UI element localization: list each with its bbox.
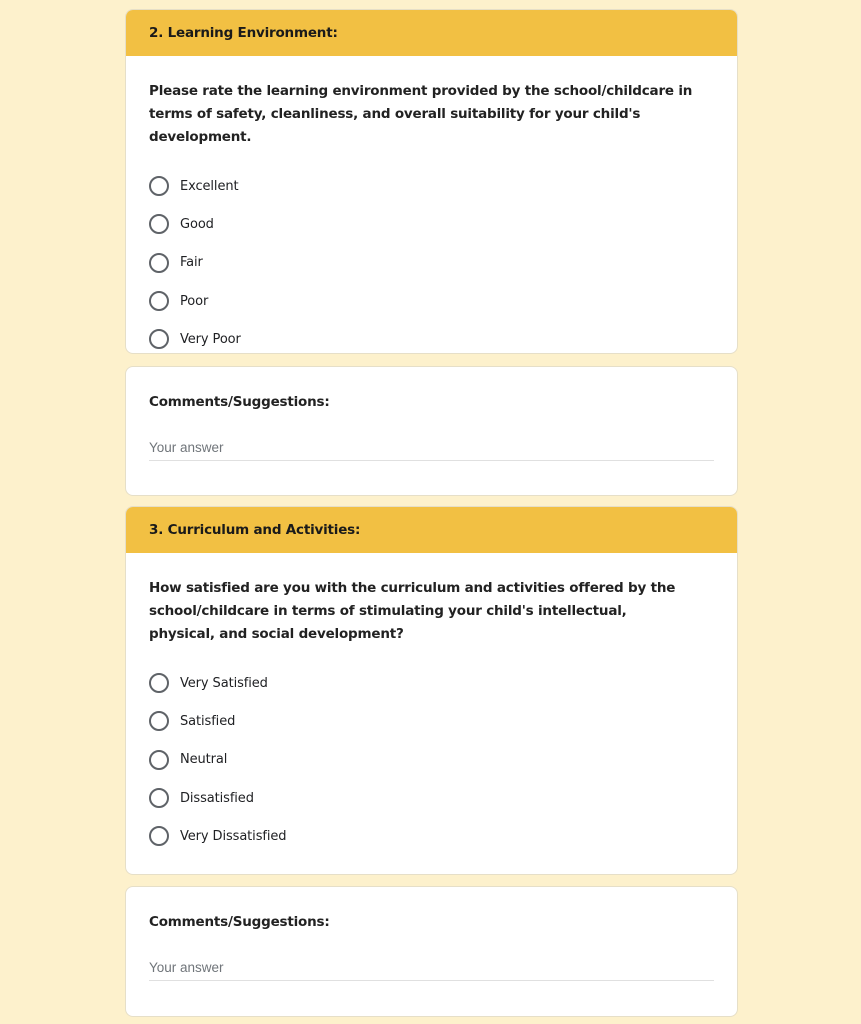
- option-satisfied[interactable]: [149, 702, 714, 740]
- learning-environment-card: [125, 9, 738, 354]
- radio-unchecked-icon[interactable]: [149, 214, 169, 234]
- comments-answer-input[interactable]: [149, 440, 714, 461]
- option-very-satisfied[interactable]: [149, 664, 714, 702]
- option-dissatisfied[interactable]: [149, 779, 714, 817]
- question-curriculum-activities: How satisfied are you with the curriculum and activities offered by the school/childcare in terms of stimulating your child's intellectual, physical, and social development?: [149, 580, 676, 642]
- option-excellent[interactable]: [149, 167, 714, 205]
- curriculum-activities-card: [125, 506, 738, 875]
- comments-title: Comments/Suggestions:: [149, 394, 330, 410]
- radio-unchecked-icon[interactable]: [149, 176, 169, 196]
- option-label: Very Satisfied: [180, 675, 268, 691]
- option-label: Poor: [180, 293, 209, 309]
- option-neutral[interactable]: [149, 741, 714, 779]
- radio-unchecked-icon[interactable]: [149, 291, 169, 311]
- option-label: Very Poor: [180, 331, 241, 347]
- question-learning-environment: Please rate the learning environment provided by the school/childcare in terms of safety, cleanliness, and overall suitability for your child's development.: [149, 83, 693, 145]
- option-label: Very Dissatisfied: [180, 828, 287, 844]
- option-label: Neutral: [180, 752, 228, 768]
- option-fair[interactable]: [149, 244, 714, 282]
- radio-unchecked-icon[interactable]: [149, 788, 169, 808]
- learning-environment-comments-card: [125, 366, 738, 496]
- comments-answer-input[interactable]: [149, 960, 714, 981]
- satisfaction-options-curriculum: [149, 664, 714, 855]
- comments-title: Comments/Suggestions:: [149, 914, 330, 930]
- radio-unchecked-icon[interactable]: [149, 329, 169, 349]
- rating-options-learning-environment: [149, 167, 714, 354]
- option-label: Good: [180, 216, 214, 232]
- radio-unchecked-icon[interactable]: [149, 826, 169, 846]
- radio-unchecked-icon[interactable]: [149, 253, 169, 273]
- option-poor[interactable]: [149, 282, 714, 320]
- option-very-dissatisfied[interactable]: [149, 817, 714, 855]
- option-very-poor[interactable]: [149, 320, 714, 354]
- radio-unchecked-icon[interactable]: [149, 711, 169, 731]
- curriculum-activities-comments-card: [125, 886, 738, 1017]
- option-label: Excellent: [180, 178, 239, 194]
- option-good[interactable]: [149, 205, 714, 243]
- section-header-learning-environment: 2. Learning Environment:: [126, 10, 737, 56]
- option-label: Dissatisfied: [180, 790, 254, 806]
- section-header-curriculum-activities: 3. Curriculum and Activities:: [126, 507, 737, 553]
- option-label: Satisfied: [180, 713, 236, 729]
- radio-unchecked-icon[interactable]: [149, 750, 169, 770]
- radio-unchecked-icon[interactable]: [149, 673, 169, 693]
- option-label: Fair: [180, 255, 203, 271]
